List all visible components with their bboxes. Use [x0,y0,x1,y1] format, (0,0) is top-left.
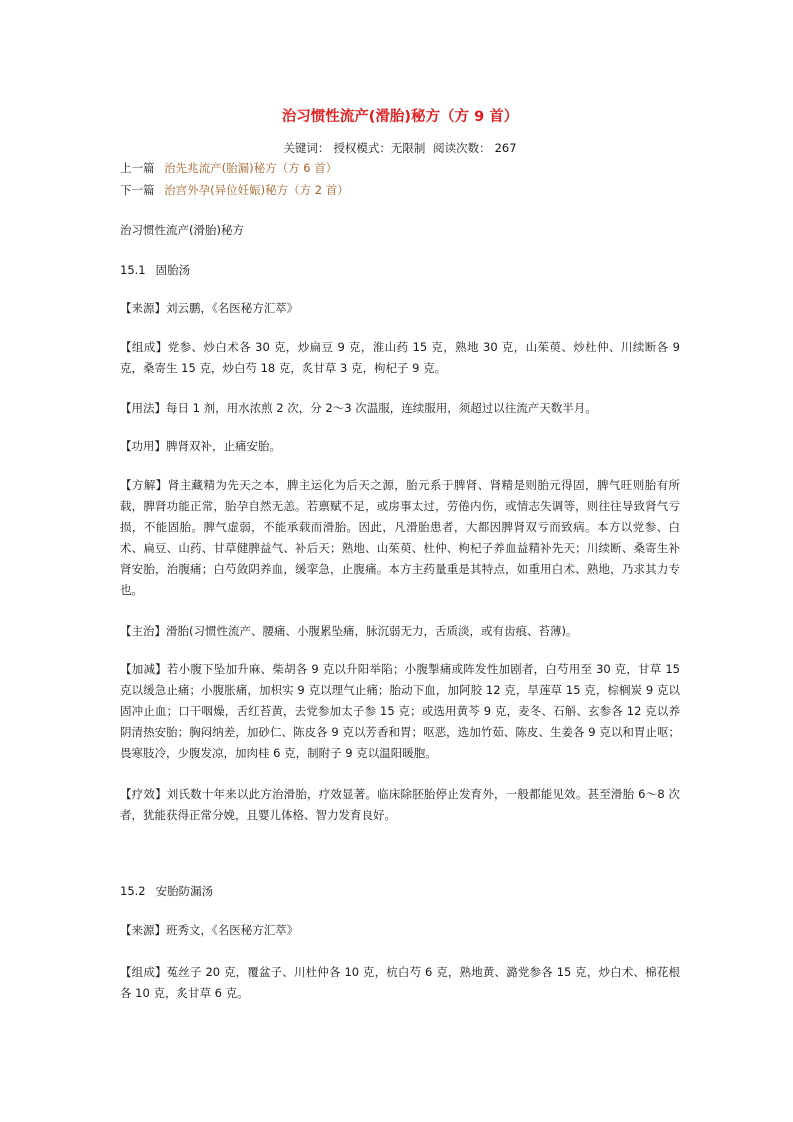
page-title: 治习惯性流产(滑胎)秘方（方 9 首） [281,109,519,125]
prev-article-link[interactable]: 治先兆流产(胎漏)秘方（方 6 首） [164,161,338,175]
recipe-explanation: 【方解】肾主藏精为先天之本，脾主运化为后天之源，胎元系于脾肾、肾精是则胎元得固，脾气旺则胎有所载，脾肾功能正常，胎孕自然无恙。若禀赋不足，或房事太过，劳倦内伤，或情志失调等，则往往导致肾气亏损，不能固胎。脾气虚弱，不能承载而滑胎。因此，凡滑胎患者，大都因脾肾双亏而致病。本方以党参、白术、扁豆、山药、甘草健脾益气、补后天；熟地、山茱萸、杜仲、枸杞子养血益精补先天；川续断、桑寄生补肾安胎，治腹痛；白芍敛阴养血，缓挛急，止腹痛。本方主药量重是其特点，如重用白术、熟地，乃求其力专也。 [120,478,680,597]
prev-article-nav [120,159,337,177]
next-label: 下一篇 [120,183,155,197]
recipe-effect: 【功用】脾肾双补，止痛安胎。 [120,439,281,453]
recipe-indication: 【主治】滑胎(习惯性流产、腰痛、小腹累坠痛，脉沉弱无力，舌质淡，或有齿痕、苔薄)。 [120,624,578,638]
reads-count: 267 [494,141,517,155]
article-meta [120,139,680,157]
recipe-number: 15.1 [120,263,146,277]
recipe-heading [120,881,213,901]
recipe-usage: 【用法】每日 1 剂，用水浓煎 2 次，分 2～3 次温服，连续服用，须超过以往流产天数半月。 [120,401,597,415]
next-article-nav [120,181,349,199]
recipe-modification: 【加减】若小腹下坠加升麻、柴胡各 9 克以升阳举陷；小腹掣痛或阵发性加剧者，白芍用至 30 克，甘草 15 克以缓急止痛；小腹胀痛，加枳实 9 克以理气止痛；胎动下血，加阿胶 12 克，旱莲草 15 克，棕榈炭 9 克以固冲止血；口干咽燥，舌红苔黄，去党参加太子参 15 克；或选用黄芩 9 克，麦冬、石斛、玄参各 12 克以养阴清热安胎；胸闷纳差，加砂仁、陈皮各 9 克以芳香和胃；呕恶，选加竹茹、陈皮、生姜各 9 克以和胃止呕；畏寒肢冷，少腹发凉，加肉桂 6 克，制附子 9 克以温阳暖胞。 [120,662,680,760]
reads-label: 阅读次数： [433,141,491,155]
recipe-number: 15.2 [120,884,146,898]
next-article-link[interactable]: 治宫外孕(异位妊娠)秘方（方 2 首） [164,183,349,197]
recipe-name: 安胎防漏汤 [155,884,214,898]
section-title: 治习惯性流产(滑胎)秘方 [120,223,244,237]
recipe-heading [120,260,190,280]
recipe-composition: 【组成】菟丝子 20 克，覆盆子、川杜仲各 10 克，杭白芍 6 克，熟地黄、潞党参各 15 克，炒白术、棉花根各 10 克，炙甘草 6 克。 [120,965,680,1000]
license-label: 授权模式：无限制 [333,141,426,155]
keywords-label: 关键词： [283,141,330,155]
recipe-name: 固胎汤 [155,263,191,277]
recipe-source: 【来源】刘云鹏，《名医秘方汇萃》 [120,301,299,315]
prev-label: 上一篇 [120,161,155,175]
document-page [120,0,680,1122]
recipe-source: 【来源】班秀文，《名医秘方汇萃》 [120,923,299,937]
recipe-efficacy: 【疗效】刘氏数十年来以此方治滑胎，疗效显著。临床除胚胎停止发育外，一般都能见效。甚至滑胎 6～8 次者，犹能获得正常分娩，且婴儿体格、智力发育良好。 [120,787,680,822]
recipe-composition: 【组成】党参、炒白术各 30 克，炒扁豆 9 克，淮山药 15 克，熟地 30 克，山茱萸、炒杜仲、川续断各 9 克，桑寄生 15 克，炒白芍 18 克，炙甘草 3 克，枸杞子 9 克。 [120,340,680,375]
